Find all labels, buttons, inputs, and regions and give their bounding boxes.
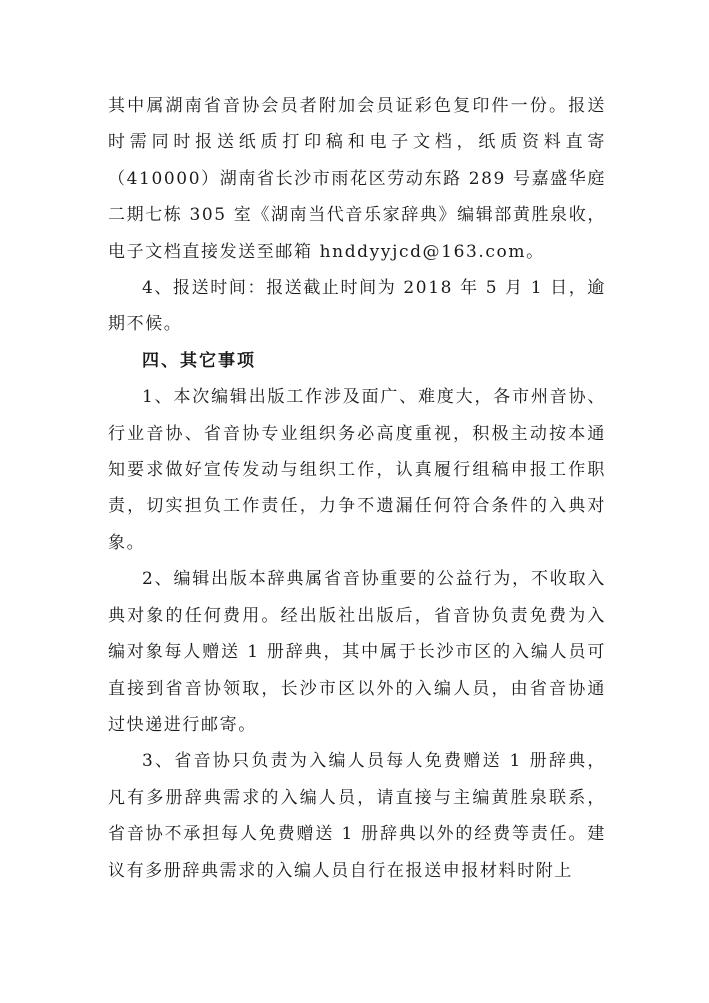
paragraph-item-4: 4、报送时间：报送截止时间为 2018 年 5 月 1 日，逾期不候。	[108, 278, 606, 335]
paragraph-other-3: 3、省音协只负责为入编人员每人免费赠送 1 册辞典，凡有多册辞典需求的入编人员，请直接与主编黄胜泉联系，省音协不承担每人免费赠送 1 册辞典以外的经费等责任。建议有多册辞典需求的入编人员自行在报送申报材料时附上	[108, 751, 606, 881]
paragraph-continuation: 其中属湖南省音协会员者附加会员证彩色复印件一份。报送时需同时报送纸质打印稿和电子文档，纸质资料直寄（410000）湖南省长沙市雨花区劳动东路 289 号嘉盛华庭二期七栋 305 室《湖南当代音乐家辞典》编辑部黄胜泉收，电子文档直接发送至邮箱 hnddyyjcd@163.com。	[108, 96, 606, 262]
paragraph-other-1: 1、本次编辑出版工作涉及面广、难度大，各市州音协、行业音协、省音协专业组织务必高度重视，积极主动按本通知要求做好宣传发动与组织工作，认真履行组稿申报工作职责，切实担负工作责任，力争不遗漏任何符合条件的入典对象。	[108, 387, 606, 553]
document-body	[108, 88, 606, 889]
section-heading: 四、其它事项	[142, 350, 256, 371]
paragraph-other-2: 2、编辑出版本辞典属省音协重要的公益行为，不收取入典对象的任何费用。经出版社出版后，省音协负责免费为入编对象每人赠送 1 册辞典，其中属于长沙市区的入编人员可直接到省音协领取，长沙市区以外的入编人员，由省音协通过快递进行邮寄。	[108, 569, 606, 735]
